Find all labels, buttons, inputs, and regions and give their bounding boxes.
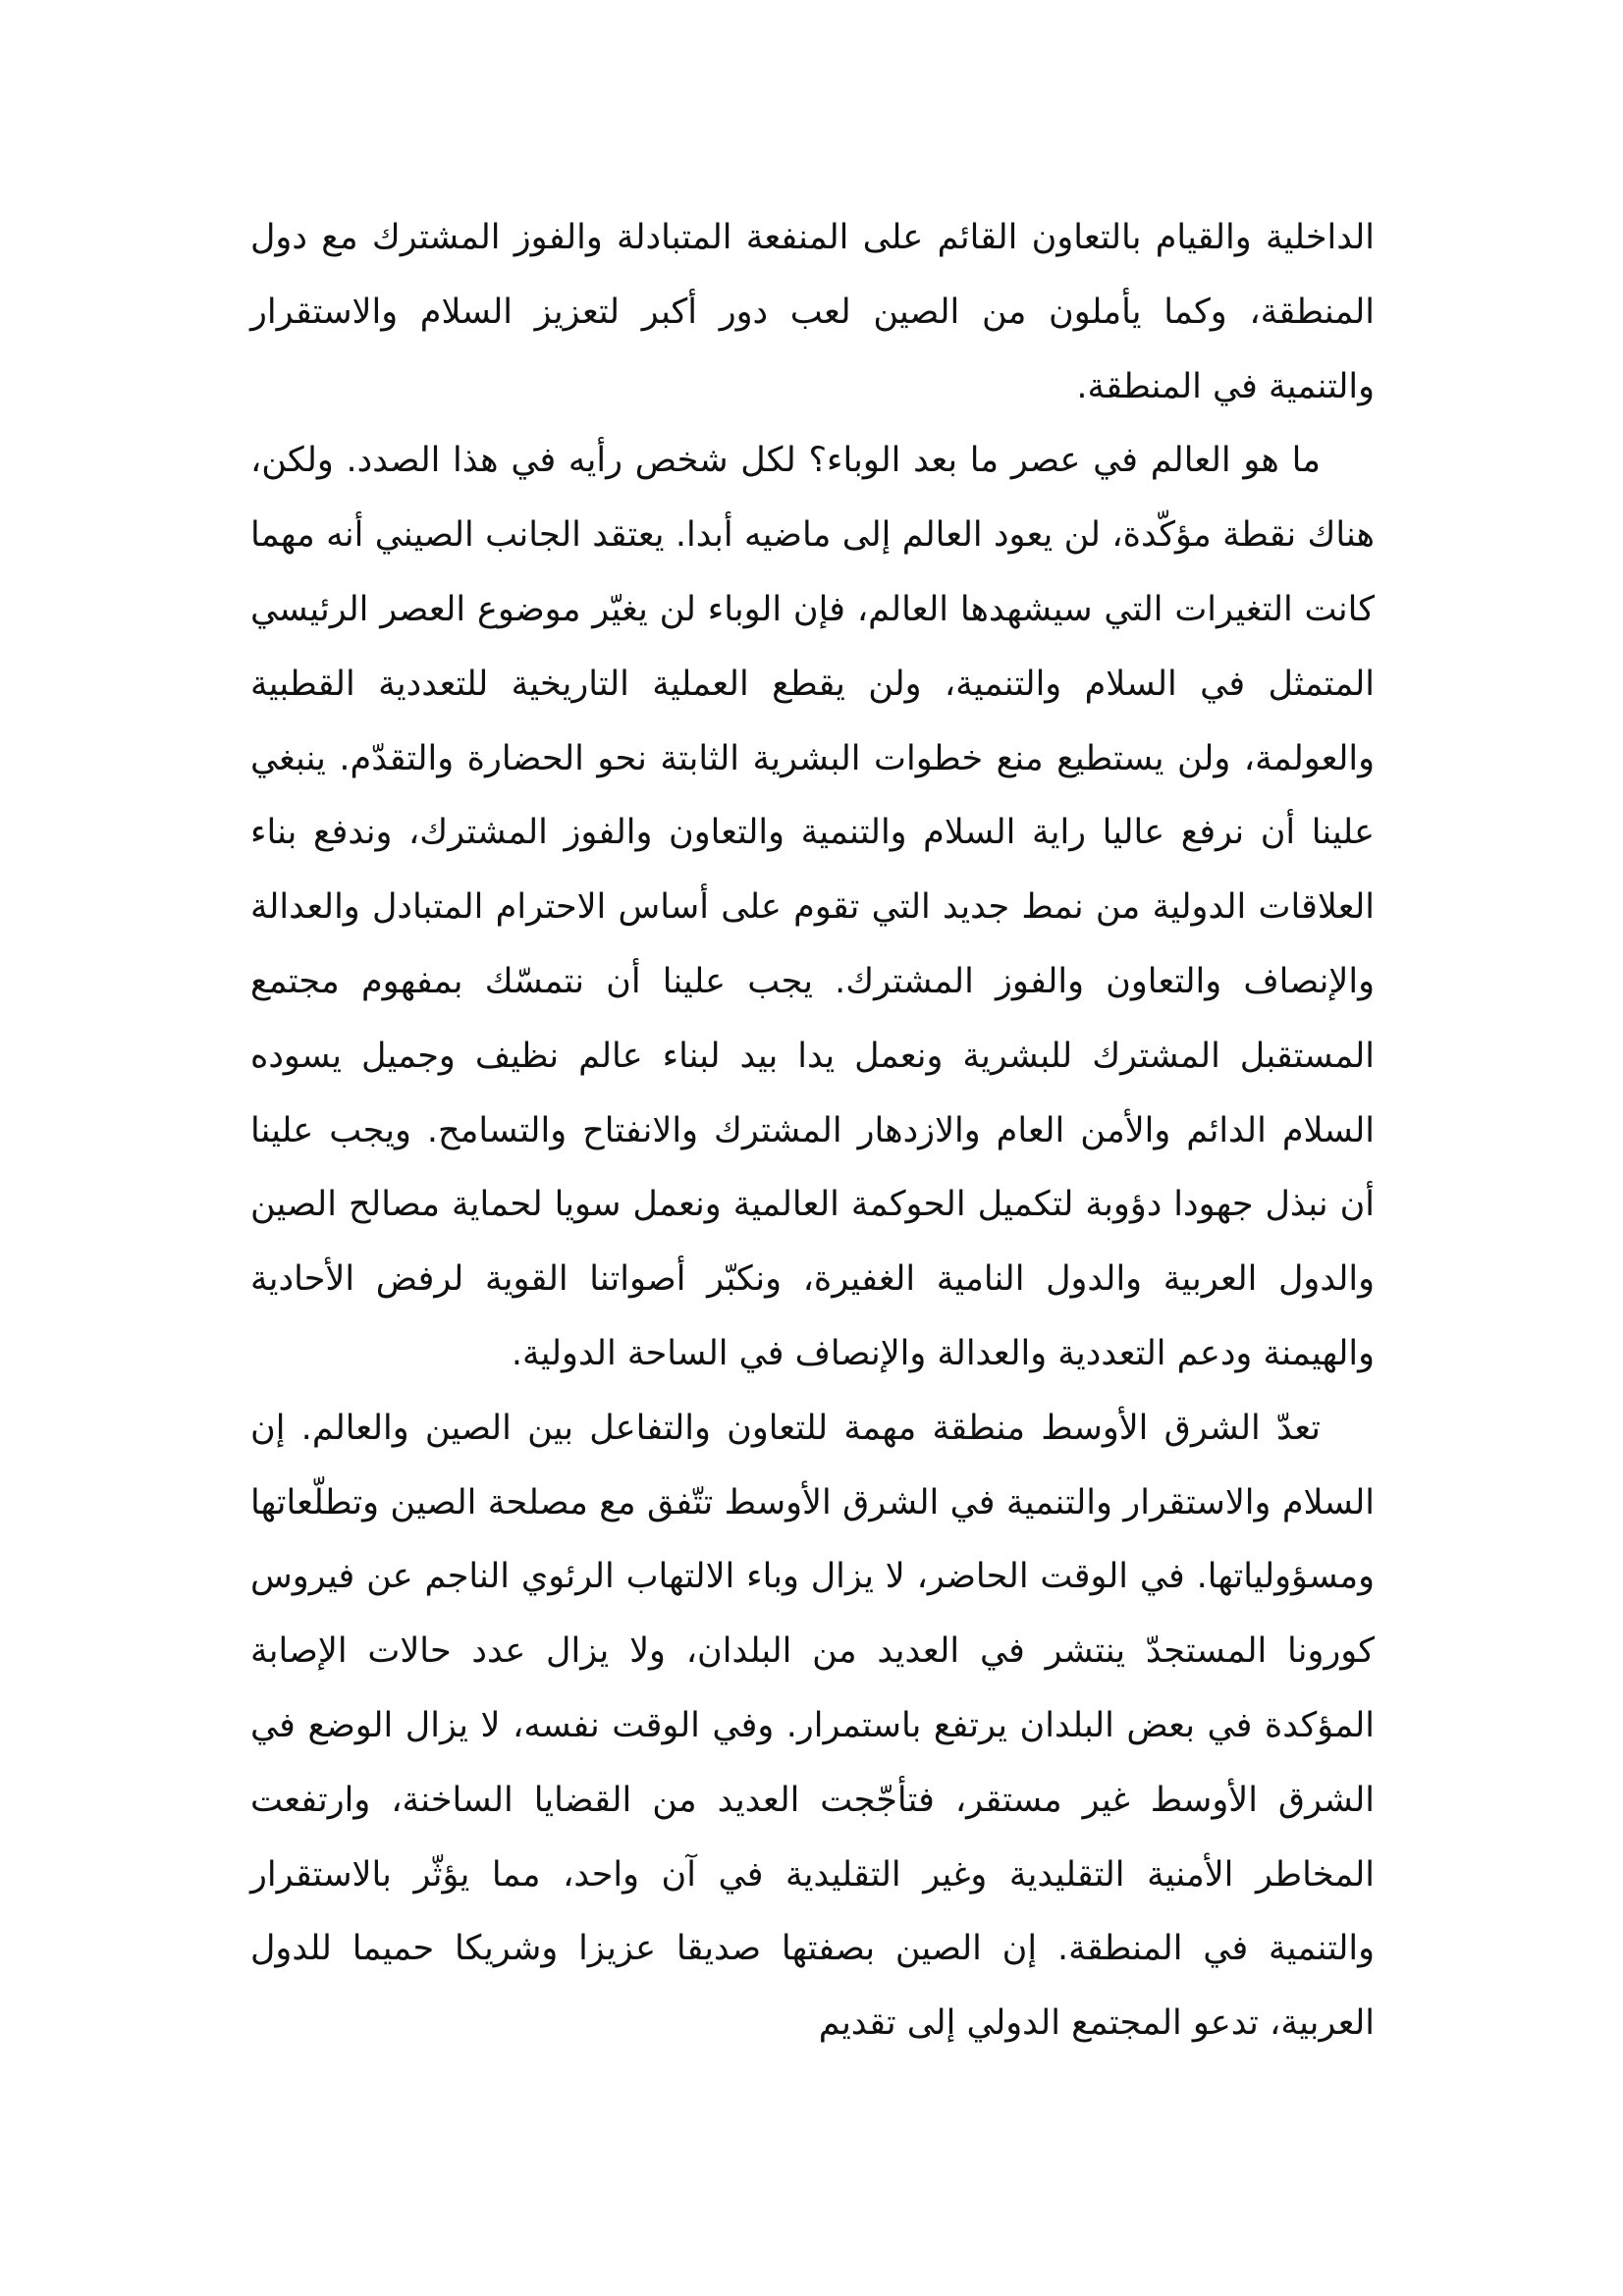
paragraph-3: تعدّ الشرق الأوسط منطقة مهمة للتعاون والتفاعل بين الصين والعالم. إن السلام والاستقرار والتنمية في الشرق الأوسط تتّفق مع مصلحة الصين وتطلّعاتها ومسؤولياتها. في الوقت الحاضر، لا يزال وباء الالتهاب الرئوي الناجم عن فيروس كورونا المستجدّ ينتشر في العديد من البلدان، ولا يزال عدد حالات الإصابة المؤكدة في بعض البلدان يرتفع باستمرار. وفي الوقت نفسه، لا يزال الوضع في الشرق الأوسط غير مستقر، فتأجّجت العديد من القضايا الساخنة، وارتفعت المخاطر الأمنية التقليدية وغير التقليدية في آن واحد، مما يؤثّر بالاستقرار والتنمية في المنطقة. إن الصين بصفتها صديقا عزيزا وشريكا حميما للدول العربية، تدعو المجتمع الدولي إلى تقديم	[250, 1408, 1375, 2044]
body-text	[250, 201, 1375, 2061]
paragraph-2: ما هو العالم في عصر ما بعد الوباء؟ لكل شخص رأيه في هذا الصدد. ولكن، هناك نقطة مؤكّدة، لن يعود العالم إلى ماضيه أبدا. يعتقد الجانب الصيني أنه مهما كانت التغيرات التي سيشهدها العالم، فإن الوباء لن يغيّر موضوع العصر الرئيسي المتمثل في السلام والتنمية، ولن يقطع العملية التاريخية للتعددية القطبية والعولمة، ولن يستطيع منع خطوات البشرية الثابتة نحو الحضارة والتقدّم. ينبغي علينا أن نرفع عاليا راية السلام والتنمية والتعاون والفوز المشترك، وندفع بناء العلاقات الدولية من نمط جديد التي تقوم على أساس الاحترام المتبادل والعدالة والإنصاف والتعاون والفوز المشترك. يجب علينا أن نتمسّك بمفهوم مجتمع المستقبل المشترك للبشرية ونعمل يدا بيد لبناء عالم نظيف وجميل يسوده السلام الدائم والأمن العام والازدهار المشترك والانفتاح والتسامح. ويجب علينا أن نبذل جهودا دؤوبة لتكميل الحوكمة العالمية ونعمل سويا لحماية مصالح الصين والدول العربية والدول النامية الغفيرة، ونكبّر أصواتنا القوية لرفض الأحادية والهيمنة ودعم التعددية والعدالة والإنصاف في الساحة الدولية.	[250, 441, 1375, 1373]
paragraph-1: الداخلية والقيام بالتعاون القائم على المنفعة المتبادلة والفوز المشترك مع دول المنطقة، وكما يأملون من الصين لعب دور أكبر لتعزيز السلام والاستقرار والتنمية في المنطقة.	[250, 218, 1375, 406]
